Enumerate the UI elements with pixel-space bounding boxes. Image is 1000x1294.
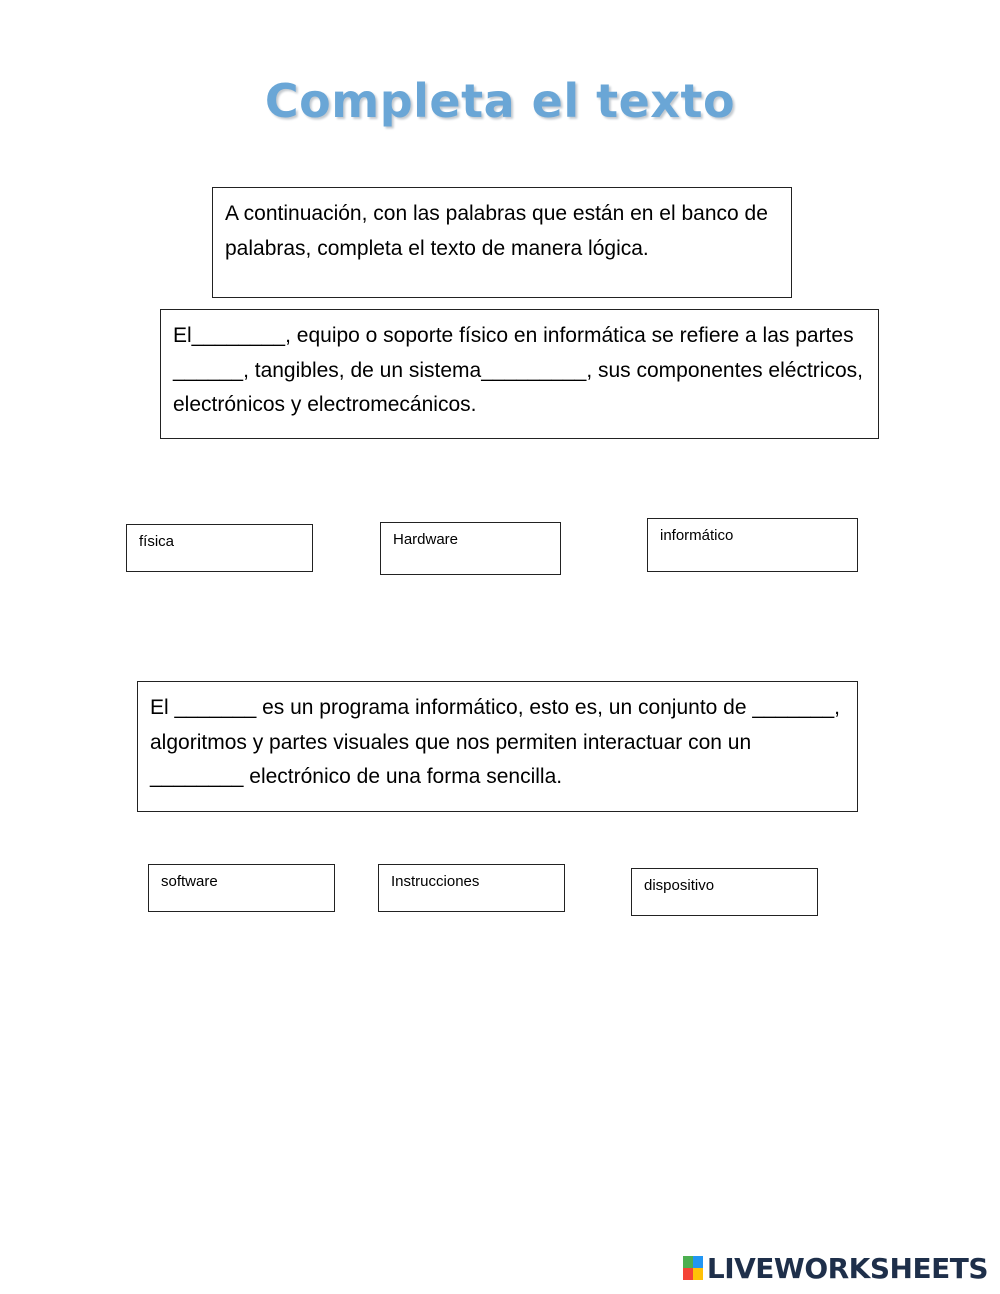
word-bank-1-fisica[interactable]: física (126, 524, 313, 572)
paragraph-2: El _______ es un programa informático, esto es, un conjunto de _______, algoritmos y partes visuales que nos permiten interactuar con un ________ electrónico de una forma sencilla. (137, 681, 858, 812)
word-bank-2-dispositivo[interactable]: dispositivo (631, 868, 818, 916)
word-bank-1-hardware[interactable]: Hardware (380, 522, 561, 575)
logo-icon (683, 1256, 703, 1280)
word-bank-1-informatico[interactable]: informático (647, 518, 858, 572)
page-title: Completa el texto (264, 74, 736, 128)
paragraph-1: El________, equipo o soporte físico en informática se refiere a las partes ______, tangibles, de un sistema_________, sus componentes eléctricos, electrónicos y electromecánicos. (160, 309, 879, 439)
logo-text: LIVEWORKSHEETS (706, 1251, 988, 1285)
liveworksheets-logo[interactable] (683, 1252, 988, 1284)
word-bank-2-instrucciones[interactable]: Instrucciones (378, 864, 565, 912)
instructions-box: A continuación, con las palabras que están en el banco de palabras, completa el texto de manera lógica. (212, 187, 792, 298)
word-bank-2-software[interactable]: software (148, 864, 335, 912)
